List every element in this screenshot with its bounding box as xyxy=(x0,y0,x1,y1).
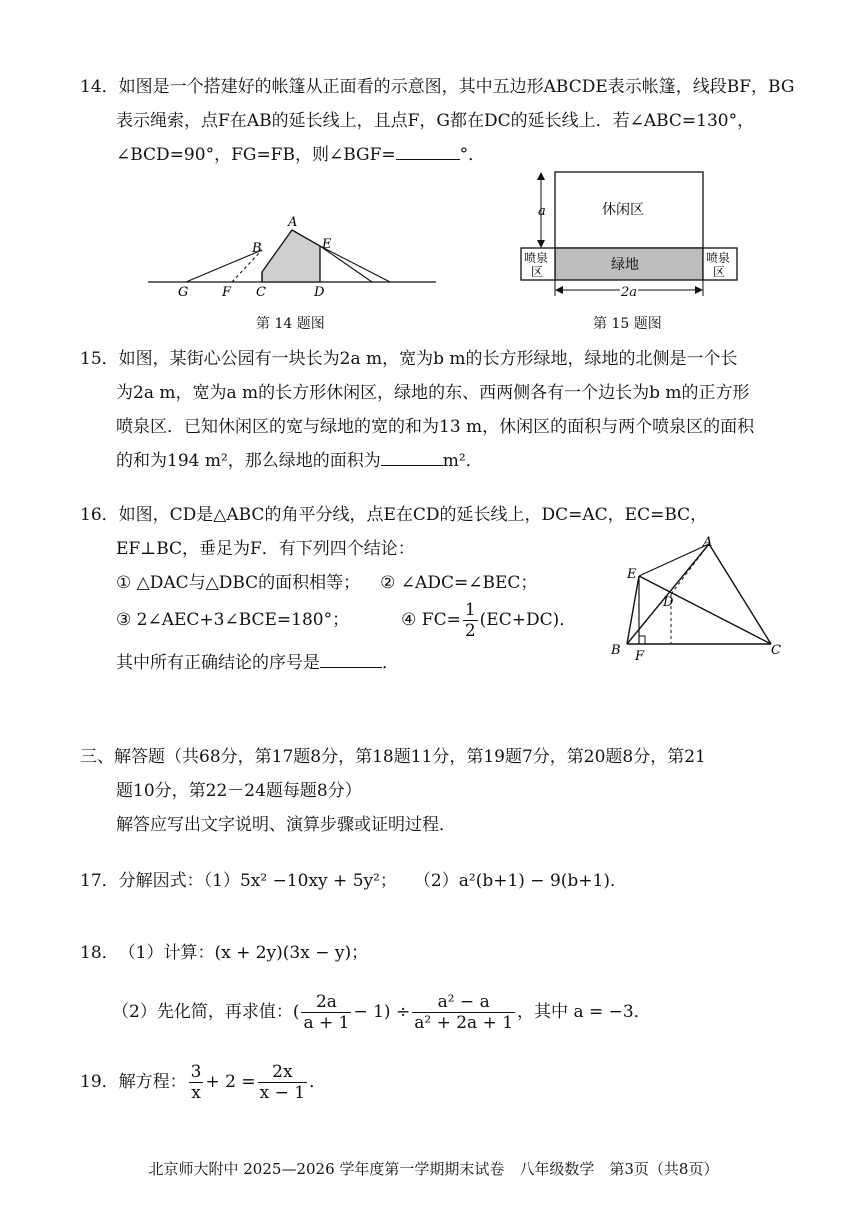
question-text: 喷泉区．已知休闲区的宽与绿地的宽的和为13 m，休闲区的面积与两个喷泉区的面积 xyxy=(116,417,755,437)
question-number: 18． xyxy=(80,943,119,963)
fountain-east-label: 喷泉 xyxy=(706,251,731,265)
question-15 xyxy=(80,342,754,478)
question-18: 18．（1）计算：(x + 2y)(3x − y)； （2）先化简，再求值：( $\frac{2a}{a + 1}$ − 1) ÷ $\frac{\text{a² − a}}{\text{a² + 2a + 1}}$ ，其中 a = −3． xyxy=(80,936,651,1034)
question-text: m²． xyxy=(442,451,483,471)
question-number: 14． xyxy=(80,77,119,97)
question-text: ∠BCD=90°，FG=FB，则∠BGF= xyxy=(116,145,396,165)
question-text: 表示绳索，点F在AB的延长线上，且点F，G都在DC的延长线上．若∠ABC=130°， xyxy=(116,111,755,131)
figure-15-caption: 第 15 题图 xyxy=(593,316,662,332)
label-C: C xyxy=(256,285,266,300)
figure-15-park xyxy=(515,166,745,304)
label-F: F xyxy=(635,649,645,662)
question-text: 解方程： xyxy=(118,1072,187,1092)
figure-14-caption: 第 14 题图 xyxy=(256,316,325,332)
label-F: F xyxy=(222,285,232,300)
rest-area-label: 休闲区 xyxy=(602,202,644,218)
question-number: 15． xyxy=(80,349,119,369)
question-text: °． xyxy=(459,145,486,165)
label-A: A xyxy=(288,215,298,230)
question-text: 为2a m，宽为a m的长方形休闲区，绿地的东、西两侧各有一个边长为b m的正方形 xyxy=(116,383,750,403)
question-text: 如图，CD是△ABC的角平分线，点E在CD的延长线上，DC=AC，EC=BC， xyxy=(118,505,708,525)
question-number: 19． xyxy=(80,1072,119,1092)
fraction-2: $\frac{\text{a² − a}}{\text{a² + 2a + 1}}$ xyxy=(414,992,514,1033)
question-text: 分解因式：（1）5x² −10xy + 5y²； （2）a²(b+1) − 9(b+1)． xyxy=(118,871,627,891)
section-note: 解答应写出文字说明、演算步骤或证明过程． xyxy=(116,815,456,835)
dim-2a: 2a xyxy=(621,285,638,300)
figure-16-triangle xyxy=(605,532,795,662)
label-E: E xyxy=(627,567,637,582)
section-3-header xyxy=(80,740,706,842)
page-footer: 北京师大附中 2025—2026 学年度第一学期期末试卷 八年级数学 第3页（共8页） xyxy=(148,1160,719,1178)
label-E: E xyxy=(322,237,332,252)
label-B: B xyxy=(611,643,621,658)
question-17 xyxy=(80,864,627,898)
question-number: 16． xyxy=(80,505,119,525)
question-number: 17． xyxy=(80,871,119,891)
section-title-cont: 题10分，第22－24题每题8分） xyxy=(116,781,362,801)
question-text: 的和为194 m²，那么绿地的面积为 xyxy=(116,451,381,471)
question-text: ． xyxy=(382,653,399,673)
section-title: 三、解答题（共68分，第17题8分，第18题11分，第19题7分，第20题8分，第21 xyxy=(80,747,706,767)
question-text: 其中所有正确结论的序号是 xyxy=(116,653,320,673)
label-G: G xyxy=(178,285,189,300)
fraction-1: $\frac{3}{x}$ xyxy=(190,1062,202,1103)
conclusion-3: ③ 2∠AEC+3∠BCE=180°； xyxy=(116,610,350,630)
part-2: （2）先化简，再求值：( xyxy=(112,1002,300,1022)
fraction-1: $\frac{2a}{a + 1}$ xyxy=(303,992,350,1033)
answer-blank[interactable] xyxy=(396,139,460,160)
question-text: 如图是一个搭建好的帐篷从正面看的示意图，其中五边形ABCDE表示帐篷，线段BF，BG xyxy=(118,77,795,97)
part-1: （1）计算：(x + 2y)(3x − y)； xyxy=(118,943,369,963)
conclusion-2: ② ∠ADC=∠BEC； xyxy=(380,573,538,593)
label-A: A xyxy=(703,535,713,550)
label-C: C xyxy=(771,643,781,658)
fountain-west-label: 喷泉 xyxy=(524,251,549,265)
answer-blank[interactable] xyxy=(320,647,382,668)
dim-a: a xyxy=(538,204,546,219)
green-label: 绿地 xyxy=(611,257,639,273)
fountain-east-label-2: 区 xyxy=(713,265,726,279)
question-text: 如图，某街心公园有一块长为2a m，宽为b m的长方形绿地，绿地的北侧是一个长 xyxy=(118,349,738,369)
fraction-2: $\frac{2x}{x - 1}$ xyxy=(259,1062,306,1103)
label-D: D xyxy=(663,595,674,610)
label-B: B xyxy=(252,241,262,256)
figure-14-tent xyxy=(140,210,440,305)
question-14 xyxy=(80,70,794,172)
answer-blank[interactable] xyxy=(381,445,443,466)
fraction-half: $\frac{1}{2}$ xyxy=(464,600,476,641)
question-19: 19．解方程： $\frac{3}{x}$ + 2 = $\frac{2x}{x - 1}$ ． xyxy=(80,1062,327,1103)
fountain-west-label-2: 区 xyxy=(531,265,544,279)
conclusion-4: ④ FC= $\frac{1}{2}$ (EC+DC)． xyxy=(401,600,577,641)
question-text: EF⊥BC，垂足为F．有下列四个结论： xyxy=(116,539,415,559)
conclusion-1: ① △DAC与△DBC的面积相等； xyxy=(116,573,361,593)
label-D: D xyxy=(314,285,325,300)
